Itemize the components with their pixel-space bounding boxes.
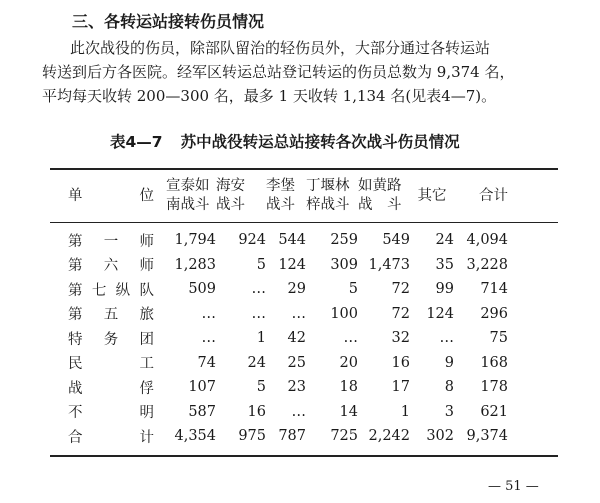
table-cell: 23 bbox=[287, 379, 306, 396]
table-cell: 5 bbox=[348, 281, 358, 298]
table-cell: 25 bbox=[287, 354, 306, 371]
row-unit: 第五旅 bbox=[68, 307, 154, 324]
table-cell: 124 bbox=[278, 256, 306, 273]
table-cell: 544 bbox=[278, 232, 306, 249]
table-cell: 9 bbox=[444, 354, 454, 371]
table-cell: 24 bbox=[435, 232, 454, 249]
table-title: 苏中战役转运总站接转各次战斗伤员情况 bbox=[180, 133, 460, 151]
casualty-table bbox=[68, 172, 508, 449]
table-cell: 621 bbox=[480, 403, 508, 420]
table-cell: 178 bbox=[480, 379, 508, 396]
header-col: 海安 战斗 bbox=[216, 178, 245, 213]
table-cell: 16 bbox=[391, 354, 410, 371]
table-cell: 107 bbox=[188, 379, 216, 396]
header-col: 如黄路 战 斗 bbox=[358, 178, 402, 213]
table-cell: … bbox=[251, 281, 266, 298]
row-unit: 特务团 bbox=[68, 331, 154, 348]
row-unit: 战俘 bbox=[68, 380, 154, 397]
table-cell: … bbox=[251, 305, 266, 322]
header-col: 合计 bbox=[479, 187, 508, 204]
table-top-rule bbox=[50, 168, 558, 170]
table-caption bbox=[110, 130, 460, 152]
table-number: 表4—7 bbox=[110, 133, 163, 151]
table-cell: 549 bbox=[382, 232, 410, 249]
header-unit: 单位 bbox=[68, 187, 154, 204]
table-cell: 17 bbox=[391, 379, 410, 396]
table-cell: 1,283 bbox=[174, 256, 216, 273]
table-cell: 296 bbox=[480, 305, 508, 322]
table-row bbox=[68, 375, 508, 400]
table-cell: 74 bbox=[197, 354, 216, 371]
table-row bbox=[68, 351, 508, 376]
table-row bbox=[68, 424, 508, 449]
table-cell: … bbox=[343, 330, 358, 347]
table-cell: 1 bbox=[256, 330, 266, 347]
table-cell: 1,794 bbox=[174, 232, 216, 249]
row-unit: 第六师 bbox=[68, 258, 154, 275]
table-cell: 1 bbox=[400, 403, 410, 420]
table-row bbox=[68, 326, 508, 351]
table-cell: 509 bbox=[188, 281, 216, 298]
table-cell: … bbox=[291, 305, 306, 322]
table-cell: 18 bbox=[339, 379, 358, 396]
table-cell: 924 bbox=[238, 232, 266, 249]
table-cell: 4,094 bbox=[466, 232, 508, 249]
table-cell: 975 bbox=[238, 428, 266, 445]
table-cell: … bbox=[291, 403, 306, 420]
table-cell: 5 bbox=[256, 379, 266, 396]
table-cell: 8 bbox=[444, 379, 454, 396]
table-cell: … bbox=[201, 305, 216, 322]
section-heading: 三、各转运站接转伤员情况 bbox=[72, 12, 265, 31]
table-cell: 4,354 bbox=[174, 428, 216, 445]
paragraph-line: 转送到后方各医院。经军区转运总站登记转运的伤员总数为 9,374 名， bbox=[42, 63, 515, 81]
table-cell: 42 bbox=[287, 330, 306, 347]
table-cell: … bbox=[439, 330, 454, 347]
paragraph-line: 平均每天收转 200—300 名，最多 1 天收转 1,134 名(见表4—7)。 bbox=[42, 87, 497, 105]
table-cell: 124 bbox=[426, 305, 454, 322]
table-cell: 587 bbox=[188, 403, 216, 420]
table-cell: 75 bbox=[489, 330, 508, 347]
header-col: 丁堰林 梓战斗 bbox=[306, 178, 350, 213]
row-unit: 第七纵队 bbox=[68, 282, 154, 299]
table-cell: 168 bbox=[480, 354, 508, 371]
body-paragraph bbox=[42, 36, 562, 108]
table-cell: 35 bbox=[435, 256, 454, 273]
row-unit: 不明 bbox=[68, 405, 154, 422]
table-row bbox=[68, 277, 508, 302]
table-row bbox=[68, 220, 508, 253]
page-number: — 51 — bbox=[488, 479, 539, 494]
table-cell: 20 bbox=[339, 354, 358, 371]
table-cell: 2,242 bbox=[368, 428, 410, 445]
table-cell: 72 bbox=[391, 305, 410, 322]
table-cell: 3,228 bbox=[466, 256, 508, 273]
table-cell: 14 bbox=[339, 403, 358, 420]
table-cell: 1,473 bbox=[368, 256, 410, 273]
table-cell: 787 bbox=[278, 428, 306, 445]
table-cell: 99 bbox=[435, 281, 454, 298]
table-cell: 714 bbox=[480, 281, 508, 298]
table-cell: 302 bbox=[426, 428, 454, 445]
header-col: 宣泰如 南战斗 bbox=[166, 178, 210, 213]
paragraph-line: 此次战役的伤员，除部队留治的轻伤员外，大部分通过各转运站 bbox=[70, 39, 491, 57]
table-cell: … bbox=[201, 330, 216, 347]
table-cell: 72 bbox=[391, 281, 410, 298]
table-cell: 5 bbox=[256, 256, 266, 273]
table-row bbox=[68, 400, 508, 425]
row-unit: 合计 bbox=[68, 429, 154, 446]
table-bottom-rule bbox=[50, 455, 558, 457]
row-unit: 第一师 bbox=[68, 233, 154, 250]
table-row bbox=[68, 302, 508, 327]
table-cell: 9,374 bbox=[466, 428, 508, 445]
table-row bbox=[68, 253, 508, 278]
table-cell: 259 bbox=[330, 232, 358, 249]
table-cell: 16 bbox=[247, 403, 266, 420]
header-row bbox=[68, 172, 508, 220]
table-cell: 100 bbox=[330, 305, 358, 322]
row-unit: 民工 bbox=[68, 356, 154, 373]
table-cell: 725 bbox=[330, 428, 358, 445]
header-col: 其它 bbox=[417, 187, 447, 204]
header-col: 李堡 战斗 bbox=[266, 178, 295, 213]
table-cell: 29 bbox=[287, 281, 306, 298]
table-cell: 32 bbox=[391, 330, 410, 347]
table-cell: 24 bbox=[247, 354, 266, 371]
table-cell: 3 bbox=[444, 403, 454, 420]
table-cell: 309 bbox=[330, 256, 358, 273]
